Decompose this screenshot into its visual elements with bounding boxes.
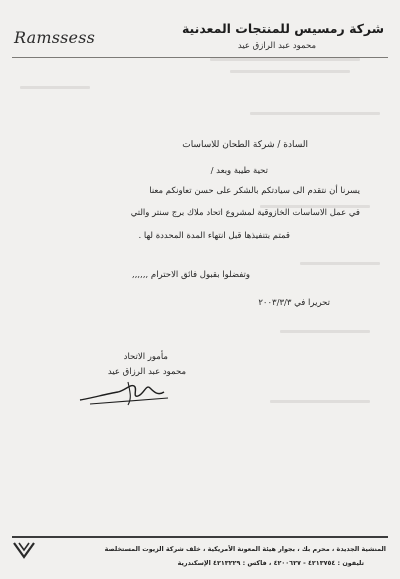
bleed-through <box>300 262 380 265</box>
company-logo <box>12 540 36 560</box>
company-name-arabic: شركة رمسيس للمنتجات المعدنية <box>181 21 384 36</box>
body-line: يسرنا أن نتقدم الى سيادتكم بالشكر على حسن تعاونكم معنا <box>149 186 360 196</box>
closing: وتفضلوا بقبول فائق الاحترام ,,,,,, <box>132 270 250 280</box>
signatory-name: محمود عبد الرزاق عيد <box>107 367 186 377</box>
bleed-through <box>270 400 370 403</box>
body-line: قمتم بتنفيذها قبل انتهاء المدة المحددة لها . <box>138 231 290 241</box>
letter-date: تحريرا في ٢٠٠٣/٣/٣ <box>258 298 330 308</box>
signatory-title: مأمور الاتحاد <box>123 352 168 362</box>
handwritten-signature <box>78 378 174 408</box>
bleed-through <box>250 112 380 115</box>
body-line: في عمل الاساسات الخازوقية لمشروع اتحاد ملاك برج سنتر والتي <box>130 208 360 218</box>
greeting: تحية طيبة وبعد / <box>210 166 268 176</box>
footer-phones: تليفون : ٤٢١٣٧٥٤ - ٤٢٠٠٦٢٧ ، فاكس : ٤٢١٣٢٢٩ الإسكندرية <box>177 559 364 567</box>
brand-name-latin: Ramssess <box>14 28 96 47</box>
bleed-through <box>230 70 350 73</box>
footer-address: المنشية الجديدة ، محرم بك ، بجوار هيئة المعونة الأمريكية ، خلف شركة الزيوت المستخلصة <box>104 545 386 553</box>
bleed-through <box>210 58 360 61</box>
owner-name: محمود عبد الرازق عيد <box>237 41 316 51</box>
header-divider <box>12 57 388 58</box>
footer-divider <box>12 536 388 538</box>
addressee: السادة / شركة الطحان للاساسات <box>182 140 308 150</box>
bleed-through <box>280 330 370 333</box>
bleed-through <box>20 86 90 89</box>
